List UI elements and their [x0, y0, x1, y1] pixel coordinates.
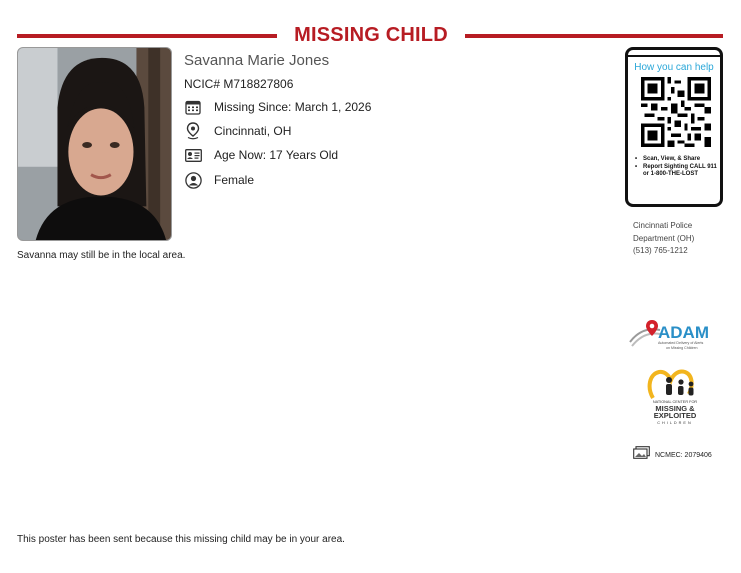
child-photo	[17, 47, 172, 241]
missing-since-text: Missing Since: March 1, 2026	[214, 100, 372, 114]
id-card-icon	[184, 146, 202, 164]
agency-name-line2: Department (OH)	[633, 233, 695, 243]
person-icon	[184, 171, 202, 189]
ncic-number: NCIC# M718827806	[184, 77, 294, 91]
help-bullet: • Report Sighting CALL 911 or 1-800-THE-LOST	[634, 164, 720, 179]
adam-logo	[628, 318, 720, 354]
sex-row	[184, 171, 255, 189]
help-card	[625, 47, 723, 207]
header-rule-right	[465, 34, 723, 38]
svg-text:MISSING &: MISSING &	[655, 404, 695, 413]
header-rule-left	[17, 34, 277, 38]
child-name: Savanna Marie Jones	[184, 52, 330, 69]
location-text: Cincinnati, OH	[214, 124, 292, 138]
phone-notch	[628, 50, 720, 57]
qr-code-icon[interactable]	[641, 77, 711, 147]
age-row	[184, 146, 339, 164]
missing-since-row	[184, 98, 372, 116]
help-bullets	[634, 156, 720, 179]
svg-text:on Missing Children: on Missing Children	[666, 346, 698, 350]
agency-phone[interactable]: (513) 765-1212	[633, 246, 688, 255]
ncmec-id-row	[633, 446, 712, 464]
svg-text:Automated Delivery of Alerts: Automated Delivery of Alerts	[658, 341, 704, 345]
agency-contact	[633, 220, 694, 258]
help-bullet: • Scan, View, & Share	[634, 156, 720, 164]
svg-text:CHILDREN: CHILDREN	[657, 421, 693, 425]
photo-stack-icon	[633, 446, 650, 464]
sex-text: Female	[214, 173, 255, 187]
footer-note: This poster has been sent because this missing child may be in your area.	[17, 534, 345, 545]
adam-wordmark: ADAM	[658, 323, 709, 342]
poster-title: MISSING CHILD	[294, 24, 448, 46]
calendar-icon	[184, 98, 202, 116]
location-pin-icon	[184, 122, 202, 140]
ncmec-logo	[645, 368, 705, 430]
svg-text:NATIONAL CENTER FOR: NATIONAL CENTER FOR	[652, 400, 698, 404]
svg-text:EXPLOITED: EXPLOITED	[653, 411, 697, 420]
agency-name-line1: Cincinnati Police	[633, 221, 693, 230]
location-row	[184, 122, 292, 140]
age-text: Age Now: 17 Years Old	[214, 148, 339, 162]
ncmec-id-text: NCMEC: 2079406	[655, 451, 712, 459]
photo-caption: Savanna may still be in the local area.	[17, 250, 186, 261]
help-heading: How you can help	[634, 62, 714, 73]
